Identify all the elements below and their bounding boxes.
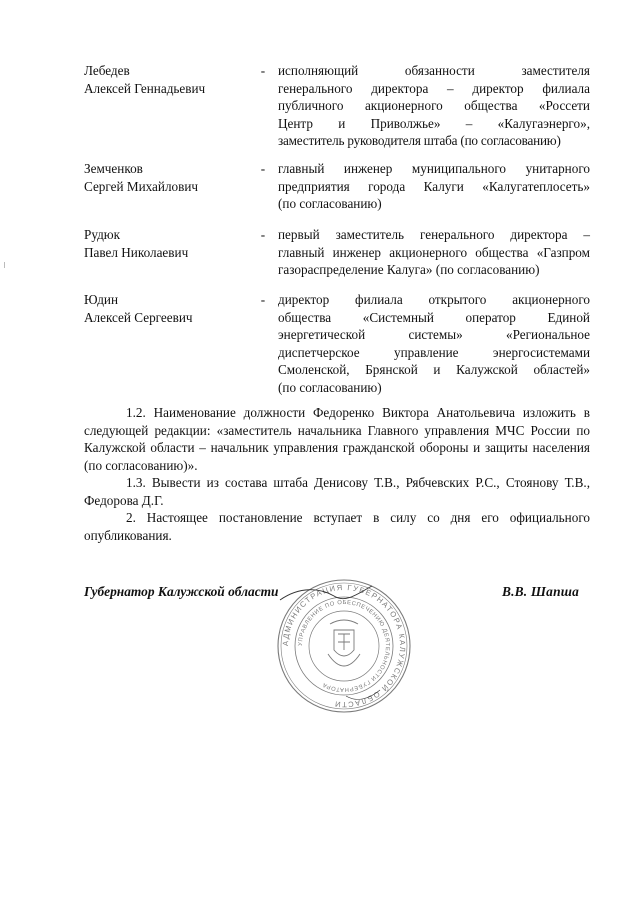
member-name [84, 291, 254, 326]
signature-name: В.В. Шапша [502, 584, 579, 599]
member-role-line: директор филиала открытого акционерного [278, 292, 590, 307]
member-dash: - [260, 161, 266, 176]
member-role-line: диспетчерское управление энергосистемами [278, 344, 590, 360]
member-given-name: Сергей Михайлович [84, 178, 199, 194]
member-name [84, 160, 254, 195]
member-entry-lebedev [84, 62, 592, 152]
member-entry-rudyuk [84, 226, 592, 280]
member-given-name: Алексей Геннадьевич [84, 80, 206, 96]
member-role [278, 160, 590, 213]
member-role [278, 226, 590, 279]
member-role-line: энергетической системы» «Региональное [278, 327, 590, 343]
member-role [278, 62, 590, 150]
member-name [84, 62, 254, 97]
member-role-line: генерального директора – директор филиала [278, 80, 590, 96]
member-role-line: главный инженер муниципального унитарного [278, 161, 590, 176]
scan-margin-mark [4, 262, 5, 268]
paragraph-2: 2. Настоящее постановление вступает в силу со дня его официального опубликования. [84, 510, 590, 543]
coat-of-arms-icon [328, 620, 360, 666]
member-entry-zemchenkov [84, 160, 592, 214]
member-role-line: (по согласованию) [278, 196, 382, 212]
member-entry-yudin [84, 291, 592, 399]
member-given-name: Павел Николаевич [84, 244, 189, 260]
member-role-line: заместитель руководителя штаба (по согласованию) [278, 133, 561, 149]
paragraph-1-2: 1.2. Наименование должности Федоренко Виктора Анатольевича изложить в следующей редакции: «заместитель начальника Главного управления МЧС России по Калужской области – начальник управления гражданской обороны и защиты населения (по согласованию)». [84, 405, 590, 473]
member-role-line: главный инженер акционерного общества «Газпром [278, 244, 590, 260]
member-role-line: общества «Системный оператор Единой [278, 309, 590, 325]
paragraph-1-3: 1.3. Вывести из состава штаба Денисову Т.В., Рябчевских Р.С., Стоянову Т.В., Федорова Д.Г. [84, 475, 590, 508]
member-role-line: Смоленской, Брянской и Калужской областей» [278, 362, 590, 378]
member-role [278, 291, 590, 397]
member-role-line: Центр и Приволжье» – «Калугаэнерго», [278, 115, 590, 131]
member-role-line: (по согласованию) [278, 379, 382, 395]
stamp-outer-text: АДМИНИСТРАЦИЯ ГУБЕРНАТОРА КАЛУЖСКОЙ ОБЛАСТИ [280, 582, 408, 710]
member-dash: - [260, 227, 266, 242]
stamp-inner-text: УПРАВЛЕНИЕ ПО ОБЕСПЕЧЕНИЮ ДЕЯТЕЛЬНОСТИ ГУБЕРНАТОРА [297, 599, 391, 693]
member-role-line: газораспределение Калуга» (по согласованию) [278, 262, 540, 278]
member-dash: - [260, 292, 266, 307]
official-seal-stamp [276, 578, 412, 714]
member-given-name: Алексей Сергеевич [84, 309, 193, 325]
member-dash: - [260, 63, 266, 78]
member-role-line: исполняющий обязанности заместителя [278, 63, 590, 78]
member-surname: Юдин [84, 292, 119, 307]
member-surname: Земченков [84, 161, 143, 176]
member-role-line: публичного акционерного общества «Россети [278, 98, 590, 114]
member-surname: Рудюк [84, 227, 121, 242]
member-role-line: предприятия города Калуги «Калугатеплосеть» [278, 178, 590, 194]
signature-position: Губернатор Калужской области [84, 584, 279, 599]
member-name [84, 226, 254, 261]
member-role-line: первый заместитель генерального директора – [278, 227, 590, 242]
member-surname: Лебедев [84, 63, 130, 78]
